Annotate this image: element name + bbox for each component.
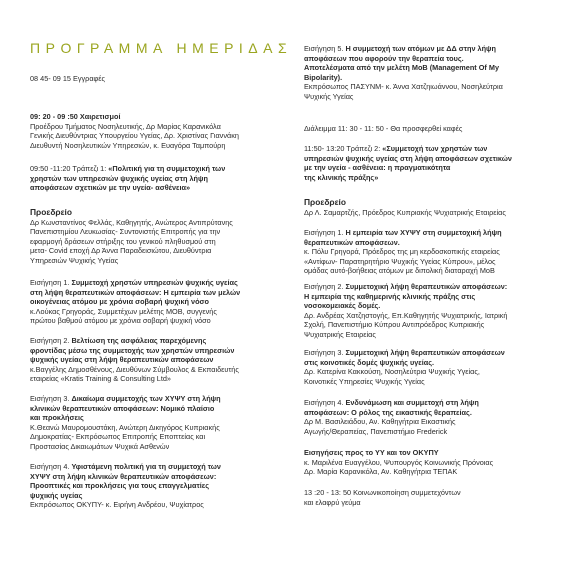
panel-1-title: «Πολιτική για τη συμμετοχική των bbox=[108, 164, 226, 173]
talk-title: ψυχικής υγείας bbox=[30, 490, 83, 500]
closing-line: και ελαφρύ γεύμα bbox=[304, 497, 361, 507]
chair-line: Πανεπιστημίου Λευκωσίας- Συντονιστής Επιτροπής για την bbox=[30, 227, 221, 237]
talk-speaker: Δρ Μ. Βασιλειάδου, Αν. Καθηγήτρια Εικαστικής bbox=[304, 417, 456, 427]
talk-speaker: Εκπρόσωπος ΟΚΥΠΥ- κ. Ειρήνη Ανδρέου, Ψυχίατρος bbox=[30, 500, 204, 510]
panel-2-time: 11:50- 13:20 Τράπεζι 2: bbox=[304, 144, 383, 153]
talk-1 bbox=[30, 278, 292, 326]
greetings-line: Προέδρου Τμήματος Νοσηλευτικής, Δρ Μαρίας Καρανικόλα bbox=[30, 121, 221, 131]
greetings-heading: 09: 20 - 09 :50 Χαιρετισμοί bbox=[30, 112, 121, 121]
talk-title: αποφάσεων: Ο ρόλος της εικαστικής θεραπείας. bbox=[304, 407, 472, 417]
talk-title: Προοπτικές και προκλήσεις για τους επαγγελματίες bbox=[30, 481, 210, 491]
talk-1 bbox=[304, 228, 566, 276]
panel-1-title: αποφάσεων σχετικών με την υγεία- ασθένεια» bbox=[30, 183, 191, 193]
talk-title: Η συμμετοχή των ατόμων με ΔΔ στην λήψη bbox=[345, 44, 497, 53]
talk-title: οικογένειας ατόμου με χρόνια σοβαρή ψυχική νόσο bbox=[30, 297, 209, 307]
talk-number: Εισήγηση 5. bbox=[304, 44, 346, 53]
talk-4 bbox=[30, 462, 292, 510]
talk-speaker: Δημοκρατίας- Εκπρόσωπος Επιτροπής Εποπτείας και bbox=[30, 432, 206, 442]
panel-1-heading bbox=[30, 164, 292, 193]
chair-heading: Προεδρείο bbox=[304, 197, 346, 207]
talk-title: θεραπευτικών αποφάσεων. bbox=[304, 237, 400, 247]
talk-speaker: Αγωγής/Θεραπείας, Πανεπιστήμιο Frederick bbox=[304, 426, 448, 436]
talk-speaker: εταιρείας «Kratis Training & Consulting Ltd» bbox=[30, 374, 171, 384]
talk-title: στη λήψη θεραπευτικών αποφάσεων: Η εμπειρία των μελών bbox=[30, 287, 241, 297]
talk-speaker: Ψυχικής Υγείας bbox=[304, 91, 354, 101]
coffee-break: Διάλειμμα 11: 30 - 11: 50 - Θα προσφερθεί καφές bbox=[304, 124, 463, 133]
panel-2-title: της κλινικής πράξης» bbox=[304, 172, 379, 182]
talk-title: ψυχικής υγείας στη λήψη θεραπευτικών αποφάσεων bbox=[30, 355, 214, 365]
talk-number: Εισήγηση 4. bbox=[304, 398, 346, 407]
greetings-line: Διευθυντή Νοσηλευτικών Υπηρεσιών, κ. Ευαγόρα Ταμπούρη bbox=[30, 140, 226, 150]
talk-speaker: Προστασίας Δικαιωμάτων Ψυχικά Ασθενών bbox=[30, 441, 170, 451]
talk-title: και προκλήσεις bbox=[30, 413, 84, 423]
talk-2 bbox=[304, 282, 566, 340]
talk-speaker: Κοινοτικές Υπηρεσίες Ψυχικής Υγείας bbox=[304, 376, 425, 386]
page-title: ΠΡΟΓΡΑΜΜΑ ΗΜΕΡΙΔΑΣ bbox=[30, 40, 293, 56]
talk-speaker: Σχολή, Πανεπιστήμιο Κύπρου Αντιπρόεδρος Κυπριακής bbox=[304, 320, 485, 330]
talk-title: αποφάσεων που αφορούν την θεραπεία τους. bbox=[304, 53, 464, 63]
talk-2 bbox=[30, 336, 292, 384]
talk-title: φροντίδας μέσω της συμμετοχής των χρηστών υπηρεσιών bbox=[30, 345, 235, 355]
talk-number: Εισήγηση 4. bbox=[30, 462, 72, 471]
talk-title: Bipolarity). bbox=[304, 72, 343, 82]
talk-title: Δικαίωμα συμμετοχής των ΧΥΨΥ στη λήψη bbox=[71, 394, 221, 403]
talk-title: Η εμπειρία της καθημερινής κλινικής πράξης στις bbox=[304, 291, 476, 301]
talk-speaker: Ψυχιατρικής Εταιρείας bbox=[304, 329, 376, 339]
greetings-section bbox=[30, 112, 292, 150]
closing-line: 13 :20 - 13: 50 Κοινωνικοποίηση συμμετεχόντων bbox=[304, 488, 461, 497]
talk-speaker: Εκπρόσωπος ΠΑΣΥΝΜ- κ. Άννα Χατζηιωάννου, Νοσηλεύτρια bbox=[304, 82, 503, 92]
talk-speaker: «Αντίφων- Παρατηρητήριο Ψυχικής Υγείας Κύπρου», μέλος bbox=[304, 256, 496, 266]
talk-speaker: ομάδας αυτό-βοήθειας ατόμων με διπολική διαταραχή MoB bbox=[304, 266, 495, 276]
talk-5 bbox=[304, 44, 566, 102]
chair-line: Δρ Λ. Σαμαρτζής, Πρόεδρος Κυπριακής Ψυχιατρικής Εταιρείας bbox=[304, 207, 506, 217]
panel-2-title: «Συμμετοχή των χρηστών των bbox=[382, 144, 488, 153]
talk-title: Συμμετοχή χρηστών υπηρεσιών ψυχικής υγείας bbox=[71, 278, 238, 287]
chair-heading: Προεδρείο bbox=[30, 207, 72, 217]
talk-title: νοσοκομειακές δομές. bbox=[304, 301, 381, 311]
chair-line: Δρ Κωνσταντίνος Φελλάς, Καθηγητής, Ανώτερος Αντιπρύτανης bbox=[30, 217, 233, 227]
talk-title: Συμμετοχική λήψη θεραπευτικών αποφάσεων bbox=[345, 348, 505, 357]
panel-1-title: χρηστών των υπηρεσιών ψυχικής υγείας στη λήψη bbox=[30, 173, 208, 183]
recommendations-line: κ. Μαριλένα Ευαγγέλου, Ψυπουργός Κοινωνικής Πρόνοιας bbox=[304, 457, 494, 467]
talk-title: Βελτίωση της ασφάλειας παρεχόμενης bbox=[71, 336, 207, 345]
talk-speaker: Κ.Θεανώ Μαυρομουστάκη, Ανώτερη Δικηγόρος Κυπριακής bbox=[30, 422, 220, 432]
talk-title: Η εμπειρία των ΧΥΨΥ στη συμμετοχική λήψη bbox=[345, 228, 502, 237]
talk-speaker: Δρ. Ανδρέας Χατζηστογής, Επ.Καθηγητής Ψυχιατρικής, Ιατρική bbox=[304, 310, 508, 320]
talk-title: Συμμετοχική λήψη θεραπευτικών αποφάσεων: bbox=[345, 282, 508, 291]
chair-line: Υπηρεσιών Ψυχικής Υγείας bbox=[30, 255, 119, 265]
chair-section bbox=[304, 198, 566, 217]
talk-title: στις κοινοτικές δομές ψυχικής υγείας. bbox=[304, 357, 435, 367]
talk-title: Αποτελέσματα από την μελέτη MoB (Management Of My bbox=[304, 63, 500, 73]
panel-1-time: 09:50 -11:20 Τράπεζι 1: bbox=[30, 164, 109, 173]
talk-title: Ενδυνάμωση και συμμετοχή στη λήψη bbox=[345, 398, 479, 407]
talk-title: ΧΥΨΥ στη λήψη κλινικών θεραπευτικών αποφάσεων: bbox=[30, 471, 217, 481]
talk-number: Εισήγηση 3. bbox=[30, 394, 72, 403]
talk-number: Εισήγηση 1. bbox=[304, 228, 346, 237]
recommendations-heading: Εισηγήσεις προς το ΥΥ και τον ΟΚΥΠΥ bbox=[304, 448, 439, 457]
talk-speaker: πρώτου βαθμού ατόμου με χρόνια σοβαρή ψυχική νόσο bbox=[30, 316, 211, 326]
panel-2-title: υπηρεσιών ψυχικής υγείας στη λήψη αποφάσεων σχετικών bbox=[304, 153, 512, 163]
registrations: 08 45- 09 15 Εγγραφές bbox=[30, 74, 106, 83]
talk-speaker: κ. Πόλυ Γρηγορά, Πρόεδρος της μη κερδοσκοπικής εταιρείας bbox=[304, 247, 500, 257]
panel-2-heading bbox=[304, 144, 566, 182]
talk-title: κλινικών θεραπευτικών αποφάσεων: Νομικό πλαίσιο bbox=[30, 403, 215, 413]
talk-speaker: κ.Λούκας Γρηγοράς, Συμμετέχων μελέτης MOB, συγγενής bbox=[30, 306, 217, 316]
chair-line: εφαρμογή δράσεων στήριξης του γενικού πληθυσμού στη bbox=[30, 236, 216, 246]
talk-3 bbox=[304, 348, 566, 386]
chair-section bbox=[30, 208, 292, 266]
recommendations-section bbox=[304, 448, 566, 477]
talk-speaker: κ.Βαγγέλης Δημοσθένους, Διευθύνων Σύμβουλος & Εκπαιδευτής bbox=[30, 364, 239, 374]
talk-4 bbox=[304, 398, 566, 436]
talk-number: Εισήγηση 1. bbox=[30, 278, 72, 287]
chair-line: μετα- Covid εποχή Δρ Άννα Παραδεισιώτου, Διευθύντρια bbox=[30, 246, 212, 256]
recommendations-line: Δρ. Μαρία Καρανικόλα, Αν. Καθηγήτρια ΤΕΠΑΚ bbox=[304, 467, 458, 477]
talk-3 bbox=[30, 394, 292, 452]
talk-title: Υφιστάμενη πολιτική για τη συμμετοχή των bbox=[71, 462, 221, 471]
greetings-line: Γενικής Διευθύντριας Υπουργείου Υγείας, Δρ. Χριστίνας Γιαννάκη bbox=[30, 131, 239, 141]
talk-number: Εισήγηση 3. bbox=[304, 348, 346, 357]
talk-number: Εισήγηση 2. bbox=[304, 282, 346, 291]
closing-section bbox=[304, 488, 566, 507]
panel-2-title: με την υγεία - ασθένεια: η πραγματικότητα bbox=[304, 163, 451, 173]
talk-speaker: Δρ. Κατερίνα Κακκούση, Νοσηλεύτρια Ψυχικής Υγείας, bbox=[304, 367, 480, 377]
talk-number: Εισήγηση 2. bbox=[30, 336, 72, 345]
